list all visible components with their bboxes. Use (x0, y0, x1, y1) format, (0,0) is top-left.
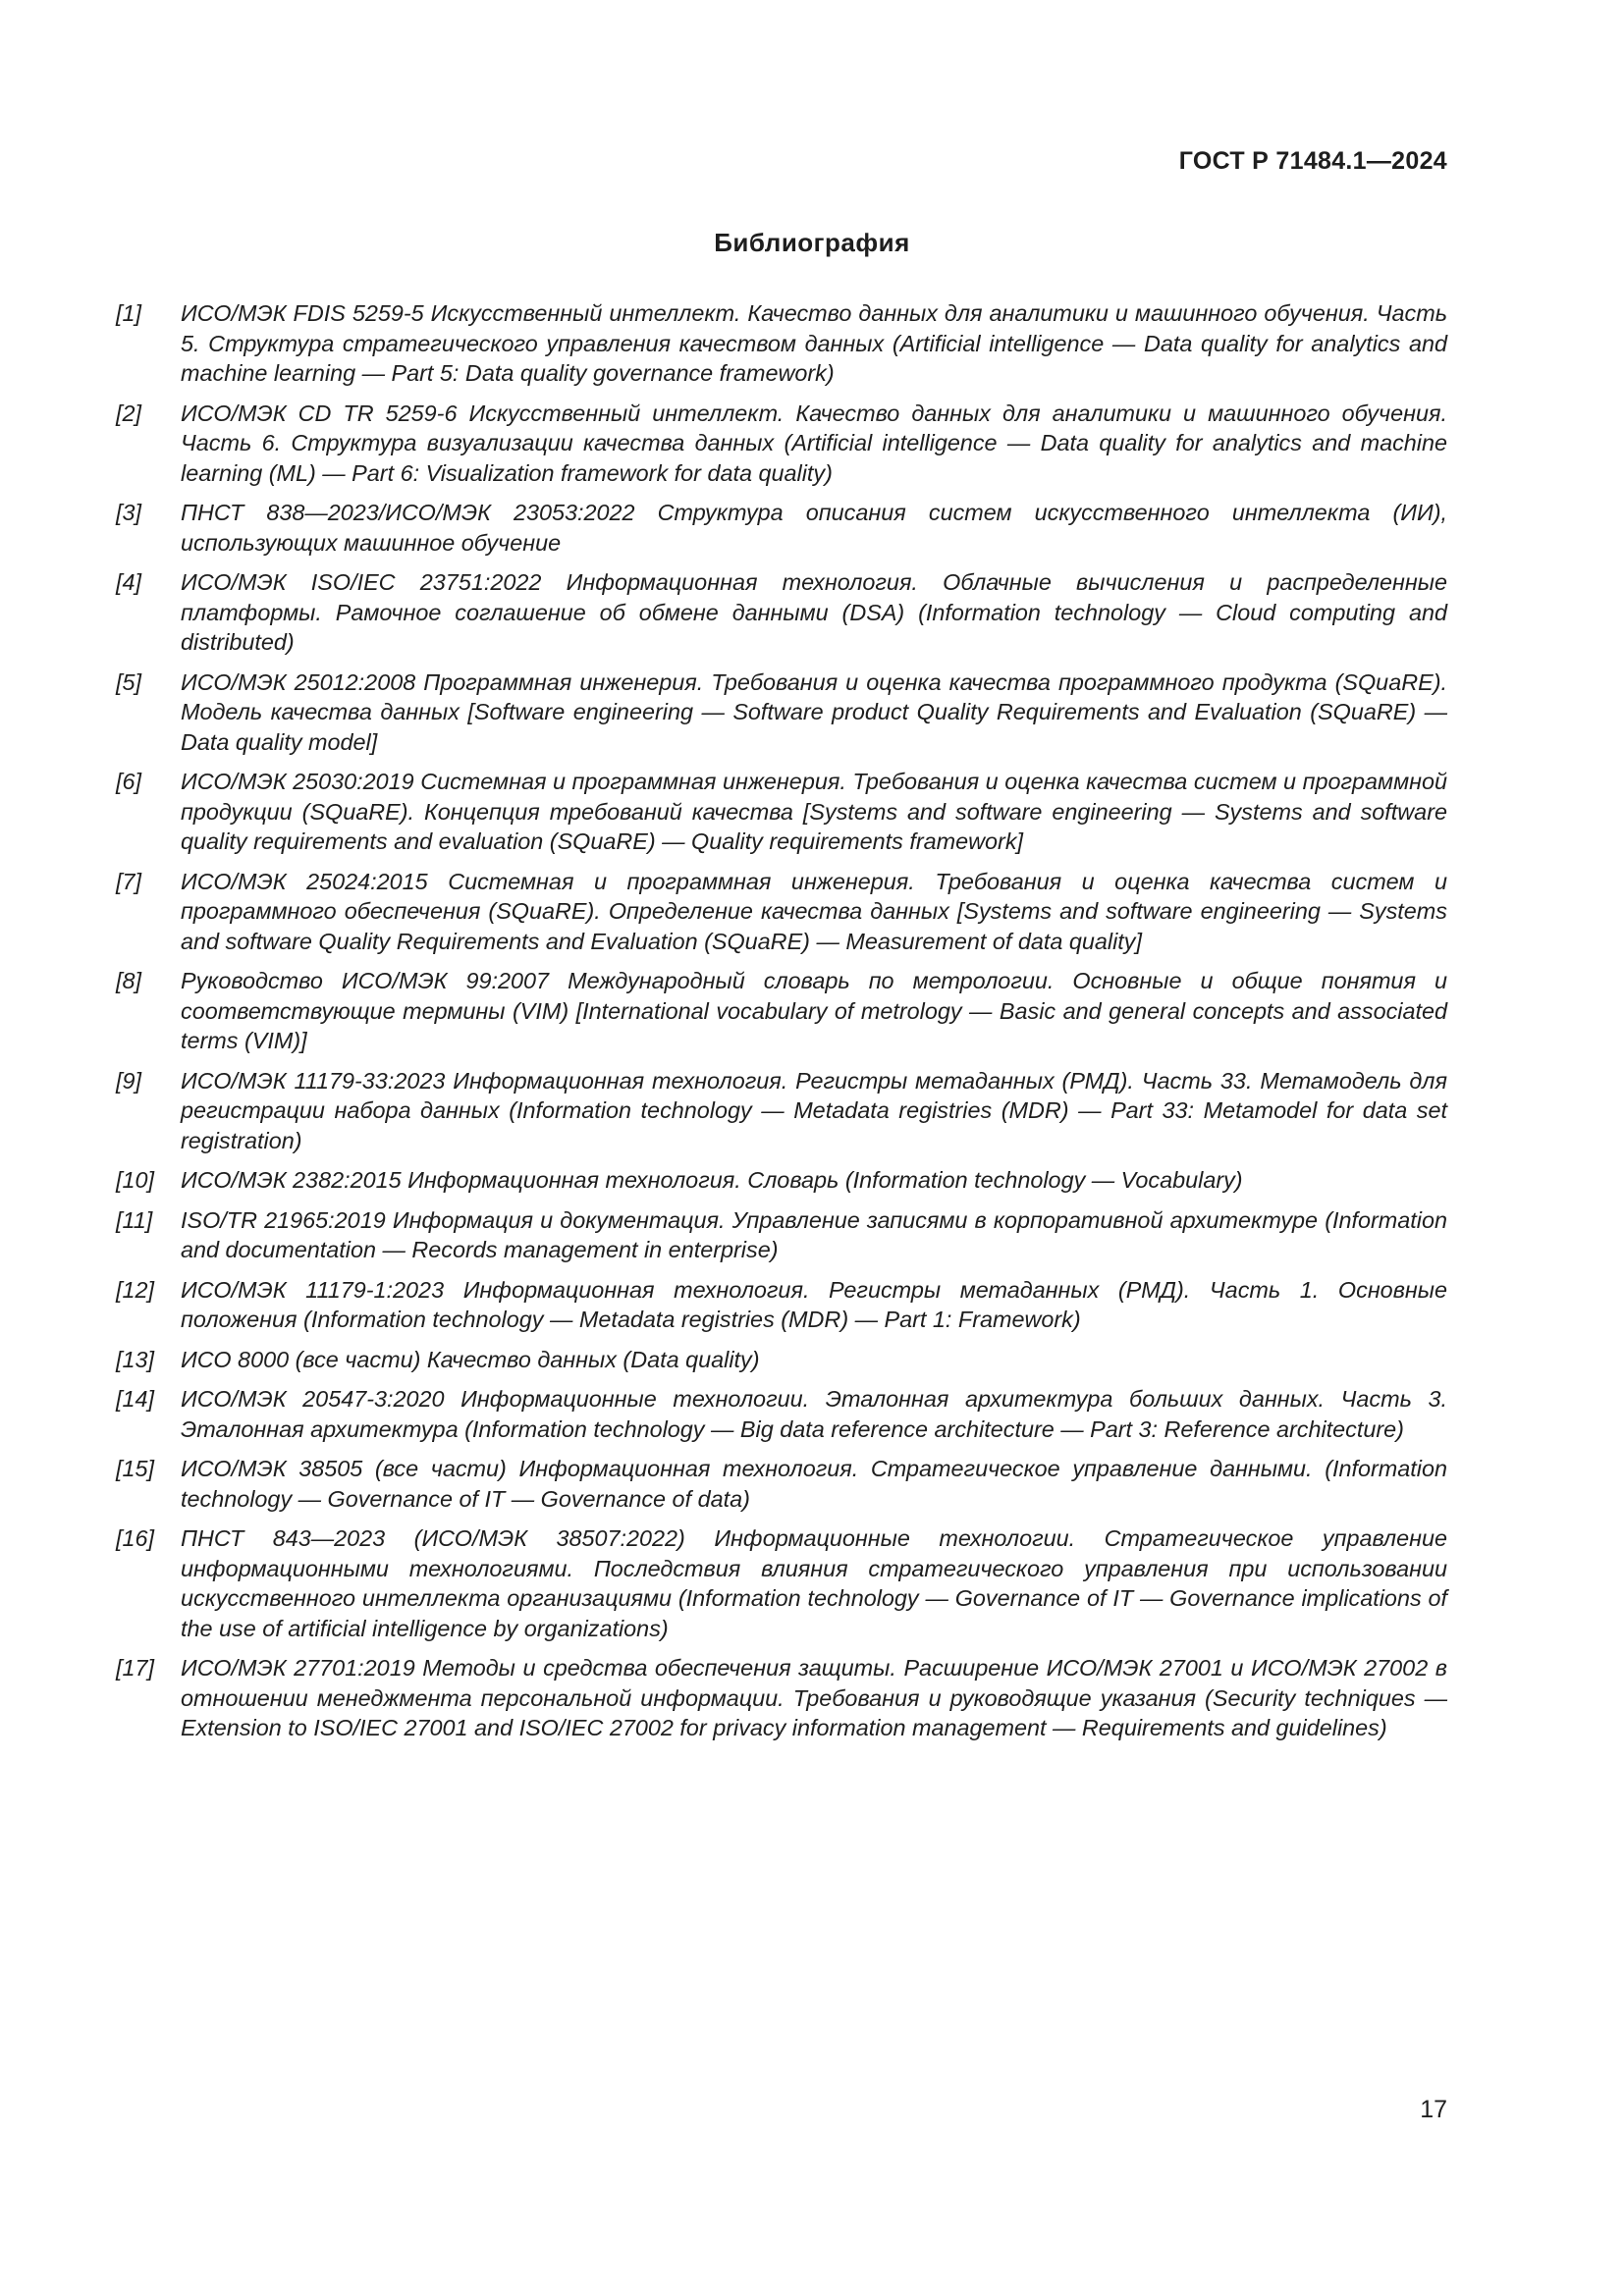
bibliography-entry-3 (116, 498, 1447, 558)
entry-text: ИСО/МЭК FDIS 5259-5 Искусственный интеллект. Качество данных для аналитики и машинного обучения. Часть 5. Структура стратегического управления качеством данных (Artificial intelligence — Data quality for analytics and machine learning — Part 5: Data quality governance framework) (181, 300, 1447, 386)
bibliography-entry-2 (116, 399, 1447, 489)
entry-number: [12] (116, 1276, 155, 1303)
bibliography-entry-4 (116, 567, 1447, 658)
entry-number: [11] (116, 1206, 153, 1233)
entry-text: ИСО/МЭК 38505 (все части) Информационная технология. Стратегическое управление данными. (Information technology — Governance of IT — Governance of data) (181, 1456, 1447, 1512)
bibliography-entry-6 (116, 767, 1447, 857)
entry-number: [1] (116, 300, 142, 326)
entry-number: [17] (116, 1655, 155, 1681)
entry-text: ИСО/МЭК 25030:2019 Системная и программная инженерия. Требования и оценка качества систем и программной продукции (SQuaRE). Концепция требований качества [Systems and software engineering — Systems and software quality requirements and evaluation (SQuaRE) — Quality requirements framework] (181, 769, 1447, 854)
entry-number: [3] (116, 500, 142, 525)
bibliography-entry-16 (116, 1523, 1447, 1643)
entry-number: [8] (116, 968, 142, 993)
entry-text: Руководство ИСО/МЭК 99:2007 Международный словарь по метрологии. Основные и общие понятия и соответствующие термины (VIM) [International vocabulary of metrology — Basic and general concepts and associated terms (VIM)] (181, 968, 1447, 1053)
entry-number: [7] (116, 868, 142, 894)
entry-number: [15] (116, 1456, 155, 1481)
entry-text: ИСО/МЭК ISO/IEC 23751:2022 Информационная технология. Облачные вычисления и распределенные платформы. Рамочное соглашение об обмене данными (DSA) (Information technology — Cloud computing and distributed) (181, 569, 1447, 655)
bibliography-entry-1 (116, 298, 1447, 389)
entry-text: ИСО/МЭК CD TR 5259-6 Искусственный интеллект. Качество данных для аналитики и машинного обучения. Часть 6. Структура визуализации качества данных (Artificial intelligence — Data quality for analytics and machine learning (ML) — Part 6: Visualization framework for data quality) (181, 400, 1447, 486)
bibliography-entry-13 (116, 1345, 1447, 1375)
entry-text: ИСО/МЭК 25024:2015 Системная и программная инженерия. Требования и оценка качества систем и программного обеспечения (SQuaRE). Определение качества данных [Systems and software engineering — Systems and software Quality Requirements and Evaluation (SQuaRE) — Measurement of data quality] (181, 868, 1447, 954)
entry-number: [9] (116, 1067, 142, 1094)
entry-number: [2] (116, 400, 142, 426)
entry-text: ИСО/МЭК 25012:2008 Программная инженерия. Требования и оценка качества программного продукта (SQuaRE). Модель качества данных [Software engineering — Software product Quality Requirements and Evaluation (SQuaRE) — Data quality model] (181, 668, 1447, 755)
entry-text: ИСО/МЭК 2382:2015 Информационная технология. Словарь (Information technology — Vocabulary) (181, 1167, 1243, 1193)
bibliography-entry-11 (116, 1205, 1447, 1265)
document-code: ГОСТ Р 71484.1—2024 (1178, 147, 1447, 175)
bibliography-list (116, 298, 1447, 1753)
entry-text: ИСО 8000 (все части) Качество данных (Data quality) (181, 1346, 760, 1372)
entry-text: ИСО/МЭК 27701:2019 Методы и средства обеспечения защиты. Расширение ИСО/МЭК 27001 и ИСО/МЭК 27002 в отношении менеджмента персональной информации. Требования и руководящие указания (Security techniques — Extension to ISO/IEC 27001 and ISO/IEC 27002 for privacy information management — Requirements and guidelines) (181, 1655, 1447, 1740)
section-title: Библиография (714, 228, 910, 257)
entry-text: ИСО/МЭК 11179-1:2023 Информационная технология. Регистры метаданных (РМД). Часть 1. Основные положения (Information technology — Metadata registries (MDR) — Part 1: Framework) (181, 1276, 1447, 1332)
entry-text: ИСО/МЭК 20547-3:2020 Информационные технологии. Эталонная архитектура больших данных. Часть 3. Эталонная архитектура (Information technology — Big data reference architecture — Part 3: Reference architecture) (181, 1386, 1447, 1442)
bibliography-entry-9 (116, 1066, 1447, 1156)
entry-text: ПНСТ 843—2023 (ИСО/МЭК 38507:2022) Информационные технологии. Стратегическое управление информационными технологиями. Последствия влияния стратегического управления при использовании искусственного интеллекта организациями (Information technology — Governance of IT — Governance implications of the use of artificial intelligence by organizations) (181, 1525, 1447, 1641)
bibliography-entry-8 (116, 966, 1447, 1056)
bibliography-entry-5 (116, 667, 1447, 758)
entry-text: ISO/TR 21965:2019 Информация и документация. Управление записями в корпоративной архитектуре (Information and documentation — Records management in enterprise) (181, 1206, 1447, 1262)
entry-number: [6] (116, 769, 142, 794)
entry-number: [10] (116, 1167, 155, 1193)
bibliography-entry-12 (116, 1275, 1447, 1335)
bibliography-entry-10 (116, 1165, 1447, 1196)
entry-number: [16] (116, 1525, 155, 1551)
bibliography-entry-15 (116, 1454, 1447, 1514)
entry-text: ИСО/МЭК 11179-33:2023 Информационная технология. Регистры метаданных (РМД). Часть 33. Метамодель для регистрации набора данных (Information technology — Metadata registries (MDR) — Part 33: Metamodel for data set registration) (181, 1067, 1447, 1153)
bibliography-entry-7 (116, 867, 1447, 957)
entry-text: ПНСТ 838—2023/ИСО/МЭК 23053:2022 Структура описания систем искусственного интеллекта (ИИ), использующих машинное обучение (181, 500, 1447, 556)
page-number: 17 (1420, 2096, 1447, 2123)
entry-number: [4] (116, 569, 142, 595)
entry-number: [5] (116, 668, 142, 695)
entry-number: [14] (116, 1386, 155, 1412)
bibliography-entry-14 (116, 1384, 1447, 1444)
entry-number: [13] (116, 1346, 155, 1372)
bibliography-entry-17 (116, 1653, 1447, 1743)
